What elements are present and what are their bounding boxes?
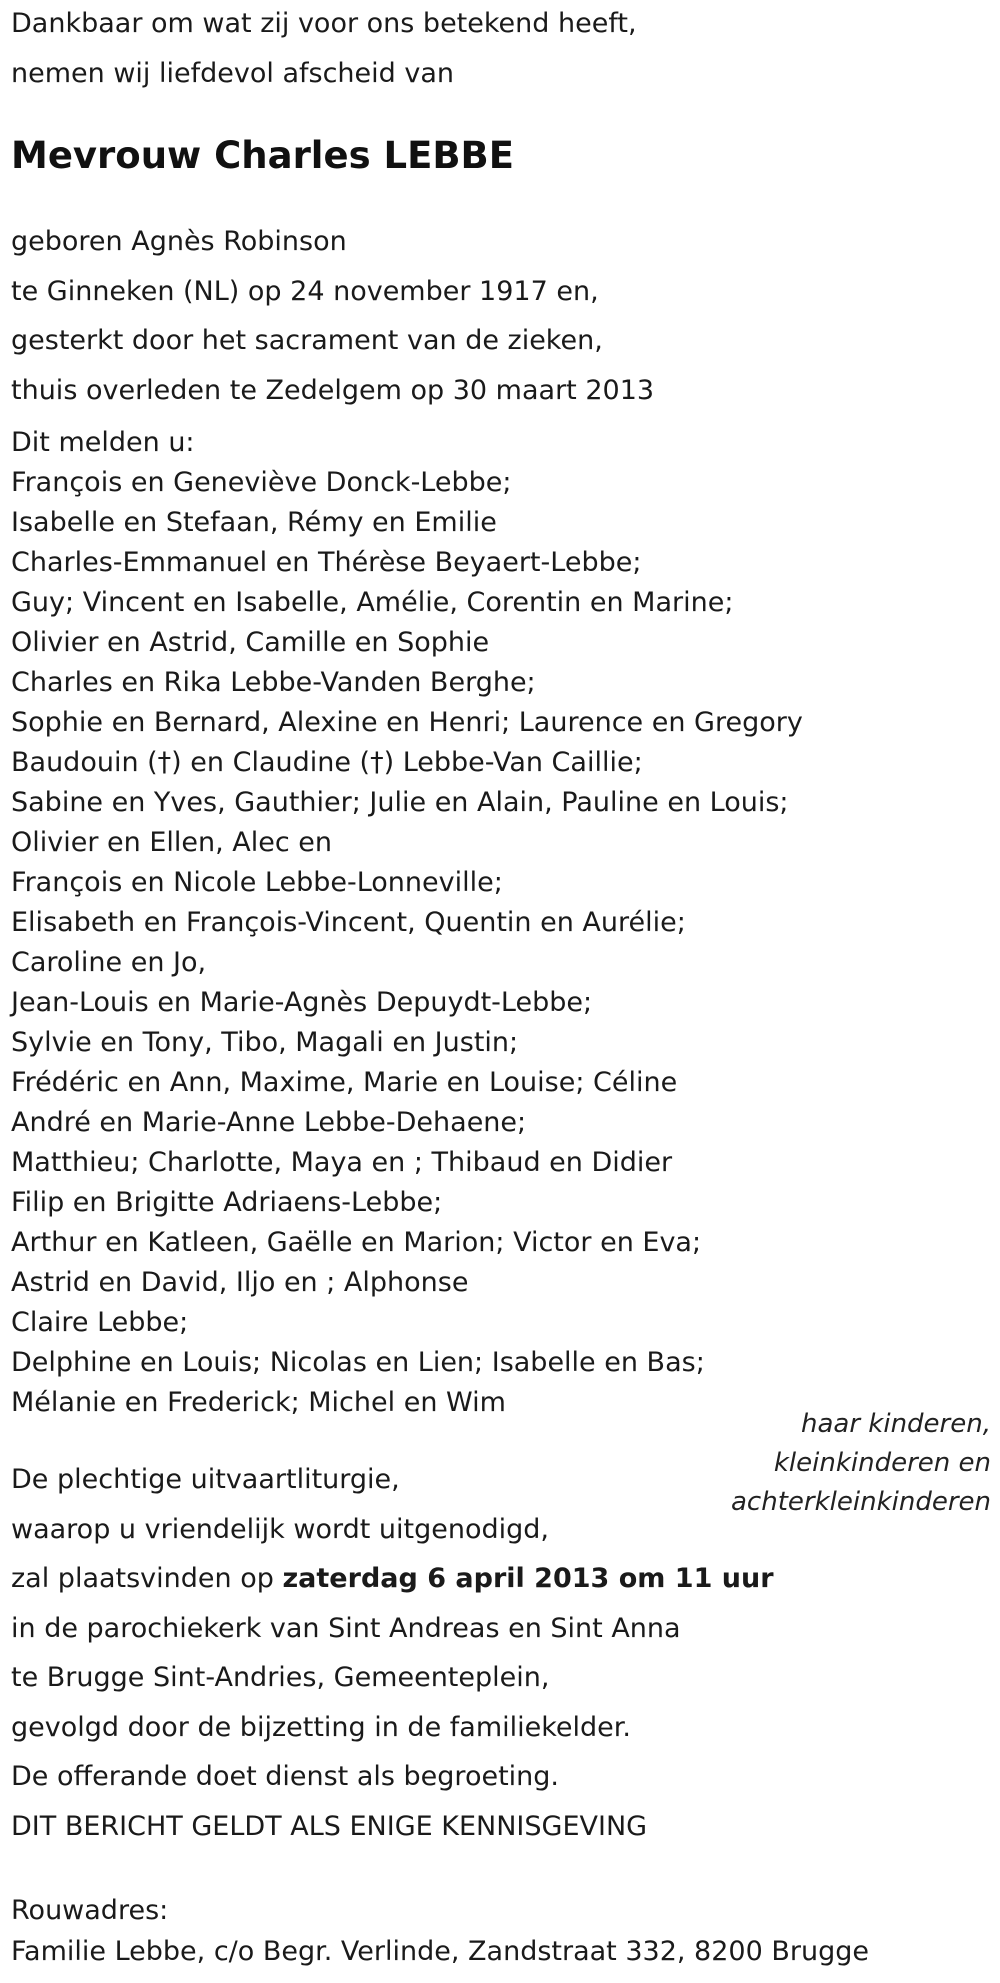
- family-line: Sabine en Yves, Gauthier; Julie en Alain, Pauline en Louis;: [11, 787, 789, 818]
- family-line: Delphine en Louis; Nicolas en Lien; Isabelle en Bas;: [11, 1347, 705, 1378]
- family-line: Frédéric en Ann, Maxime, Marie en Louise; Céline: [11, 1067, 678, 1098]
- family-line: François en Nicole Lebbe-Lonneville;: [11, 867, 503, 898]
- service-line-3: [11, 1562, 774, 1596]
- birth-place-date: te Ginneken (NL) op 24 november 1917 en,: [11, 276, 599, 307]
- family-line: Caroline en Jo,: [11, 947, 207, 978]
- family-line: Isabelle en Stefaan, Rémy en Emilie: [11, 507, 497, 538]
- family-list: [11, 423, 803, 1423]
- signature-line: kleinkinderen en: [773, 1448, 991, 1478]
- family-line: Astrid en David, Iljo en ; Alphonse: [11, 1267, 469, 1298]
- family-line: Filip en Brigitte Adriaens-Lebbe;: [11, 1187, 443, 1218]
- family-line: Mélanie en Frederick; Michel en Wim: [11, 1387, 506, 1418]
- service-date-prefix: zal plaatsvinden op: [11, 1563, 283, 1594]
- family-line: Sylvie en Tony, Tibo, Magali en Justin;: [11, 1027, 519, 1058]
- family-line: Olivier en Ellen, Alec en: [11, 827, 333, 858]
- announcement-intro: Dit melden u:: [11, 427, 195, 458]
- signature-line: achterkleinkinderen: [731, 1487, 991, 1517]
- family-line: Arthur en Katleen, Gaëlle en Marion; Victor en Eva;: [11, 1227, 702, 1258]
- service-line-5: te Brugge Sint-Andries, Gemeenteplein,: [11, 1662, 550, 1693]
- service-line-6: gevolgd door de bijzetting in de familiekelder.: [11, 1712, 631, 1743]
- sacrament-line: gesterkt door het sacrament van de zieken,: [11, 325, 603, 356]
- address-label: Rouwadres:: [11, 1895, 169, 1926]
- intro-line-1: Dankbaar om wat zij voor ons betekend heeft,: [11, 8, 637, 39]
- family-line: Charles-Emmanuel en Thérèse Beyaert-Lebbe;: [11, 547, 642, 578]
- family-line: Claire Lebbe;: [11, 1307, 189, 1338]
- family-line: Sophie en Bernard, Alexine en Henri; Laurence en Gregory: [11, 707, 803, 738]
- death-place-date: thuis overleden te Zedelgem op 30 maart 2013: [11, 375, 655, 406]
- notice-line: DIT BERICHT GELDT ALS ENIGE KENNISGEVING: [11, 1811, 648, 1842]
- family-line: Jean-Louis en Marie-Agnès Depuydt-Lebbe;: [11, 987, 593, 1018]
- family-line: Matthieu; Charlotte, Maya en ; Thibaud en Didier: [11, 1147, 673, 1178]
- family-signature: [731, 1405, 991, 1522]
- service-date: zaterdag 6 april 2013 om 11 uur: [282, 1563, 774, 1594]
- service-line-2: waarop u vriendelijk wordt uitgenodigd,: [11, 1514, 550, 1545]
- family-line: François en Geneviève Donck-Lebbe;: [11, 467, 512, 498]
- family-line: Olivier en Astrid, Camille en Sophie: [11, 627, 490, 658]
- birth-name: geboren Agnès Robinson: [11, 226, 347, 257]
- service-line-1: De plechtige uitvaartliturgie,: [11, 1464, 400, 1495]
- family-line: Baudouin (†) en Claudine (†) Lebbe-Van Caillie;: [11, 747, 643, 778]
- family-line: Charles en Rika Lebbe-Vanden Berghe;: [11, 667, 536, 698]
- service-line-4: in de parochiekerk van Sint Andreas en Sint Anna: [11, 1613, 681, 1644]
- family-line: André en Marie-Anne Lebbe-Dehaene;: [11, 1107, 527, 1138]
- intro-line-2: nemen wij liefdevol afscheid van: [11, 58, 454, 89]
- address-value: Familie Lebbe, c/o Begr. Verlinde, Zandstraat 332, 8200 Brugge: [11, 1936, 869, 1967]
- family-line: Elisabeth en François-Vincent, Quentin en Aurélie;: [11, 907, 686, 938]
- family-line: Guy; Vincent en Isabelle, Amélie, Corentin en Marine;: [11, 587, 734, 618]
- service-line-7: De offerande doet dienst als begroeting.: [11, 1761, 559, 1792]
- signature-line: haar kinderen,: [801, 1409, 991, 1439]
- deceased-name: Mevrouw Charles LEBBE: [11, 134, 515, 177]
